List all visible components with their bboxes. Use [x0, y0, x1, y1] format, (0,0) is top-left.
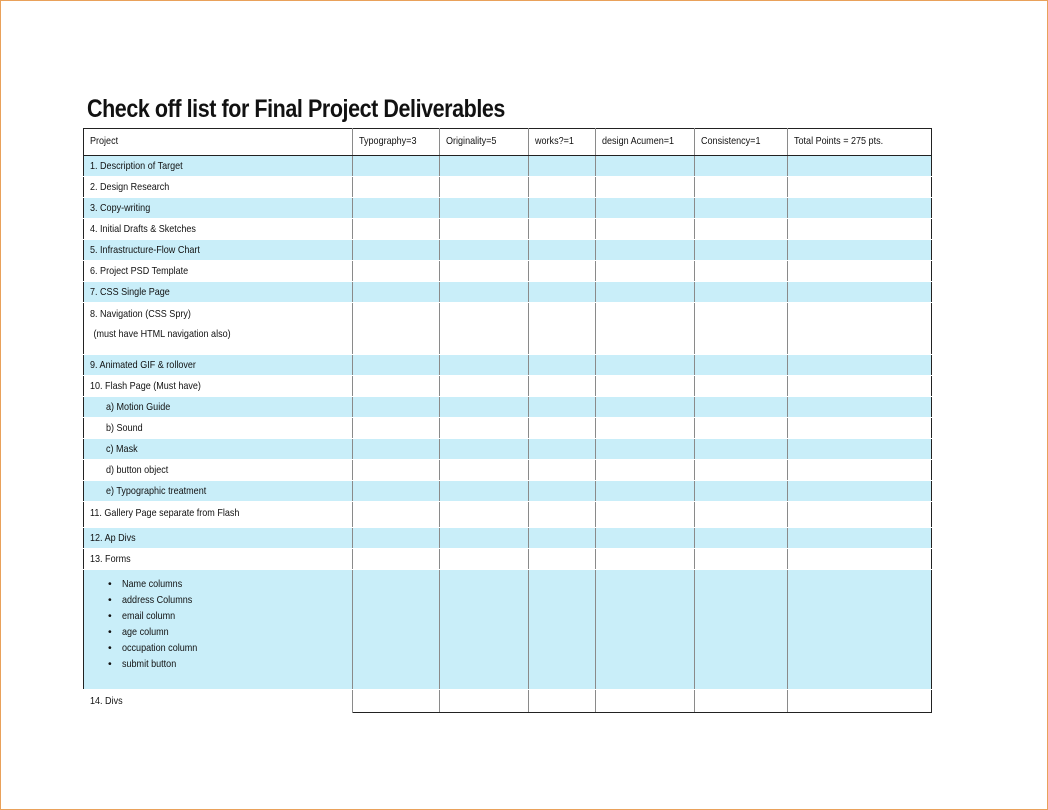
score-cell: [353, 570, 440, 690]
table-row: [84, 418, 932, 439]
score-cell: [695, 282, 788, 303]
score-cell: [440, 549, 529, 570]
list-item: • address Columns: [108, 592, 346, 608]
col-header-typography: Typography=3: [353, 129, 440, 156]
score-cell: [529, 418, 596, 439]
row-label: 2. Design Research: [84, 177, 353, 198]
score-cell: [788, 460, 932, 481]
table-row: [84, 439, 932, 460]
score-cell: [596, 460, 695, 481]
score-cell: [529, 570, 596, 690]
score-cell: [695, 460, 788, 481]
table-row: [84, 198, 932, 219]
score-cell: [695, 240, 788, 261]
score-cell: [353, 690, 440, 713]
score-cell: [440, 376, 529, 397]
score-cell: [529, 282, 596, 303]
score-cell: [529, 355, 596, 376]
table-row: [84, 177, 932, 198]
table-row: [84, 481, 932, 502]
score-cell: [353, 439, 440, 460]
score-cell: [529, 690, 596, 713]
score-cell: [695, 481, 788, 502]
score-cell: [353, 528, 440, 549]
row-label: [84, 570, 353, 690]
score-cell: [529, 156, 596, 177]
score-cell: [529, 261, 596, 282]
score-cell: [695, 198, 788, 219]
row-label: 1. Description of Target: [84, 156, 353, 177]
row-label: b) Sound: [84, 418, 353, 439]
score-cell: [529, 177, 596, 198]
score-cell: [440, 418, 529, 439]
score-cell: [440, 219, 529, 240]
score-cell: [353, 219, 440, 240]
score-cell: [440, 156, 529, 177]
score-cell: [695, 502, 788, 528]
score-cell: [353, 355, 440, 376]
score-cell: [440, 439, 529, 460]
score-cell: [440, 282, 529, 303]
col-header-consistency: Consistency=1: [695, 129, 788, 156]
score-cell: [596, 397, 695, 418]
score-cell: [529, 549, 596, 570]
table-row: [84, 303, 932, 355]
score-cell: [788, 219, 932, 240]
list-item: • Name columns: [108, 576, 346, 592]
score-cell: [596, 240, 695, 261]
table-row: [84, 528, 932, 549]
score-cell: [788, 355, 932, 376]
score-cell: [529, 198, 596, 219]
score-cell: [529, 528, 596, 549]
list-item: • email column: [108, 608, 346, 624]
score-cell: [695, 570, 788, 690]
score-cell: [695, 303, 788, 355]
score-cell: [596, 418, 695, 439]
table-row: [84, 570, 932, 690]
score-cell: [529, 397, 596, 418]
score-cell: [695, 177, 788, 198]
score-cell: [440, 460, 529, 481]
row-label: e) Typographic treatment: [84, 481, 353, 502]
score-cell: [440, 397, 529, 418]
table-row: [84, 376, 932, 397]
score-cell: [529, 240, 596, 261]
table-row: [84, 397, 932, 418]
score-cell: [695, 528, 788, 549]
score-cell: [695, 376, 788, 397]
table-row: [84, 282, 932, 303]
score-cell: [596, 355, 695, 376]
score-cell: [788, 570, 932, 690]
score-cell: [695, 397, 788, 418]
score-cell: [529, 439, 596, 460]
score-cell: [596, 282, 695, 303]
row-label: 5. Infrastructure-Flow Chart: [84, 240, 353, 261]
list-item: • submit button: [108, 656, 346, 672]
score-cell: [440, 502, 529, 528]
score-cell: [788, 528, 932, 549]
table-row: [84, 240, 932, 261]
score-cell: [440, 355, 529, 376]
score-cell: [440, 240, 529, 261]
score-cell: [788, 502, 932, 528]
score-cell: [788, 177, 932, 198]
score-cell: [788, 303, 932, 355]
score-cell: [440, 481, 529, 502]
score-cell: [596, 439, 695, 460]
score-cell: [695, 690, 788, 713]
score-cell: [353, 481, 440, 502]
score-cell: [788, 690, 932, 713]
score-cell: [596, 177, 695, 198]
score-cell: [353, 460, 440, 481]
score-cell: [695, 261, 788, 282]
score-cell: [440, 303, 529, 355]
score-cell: [353, 376, 440, 397]
row-label: 13. Forms: [84, 549, 353, 570]
score-cell: [788, 261, 932, 282]
score-cell: [596, 156, 695, 177]
score-cell: [596, 261, 695, 282]
score-cell: [695, 355, 788, 376]
score-cell: [353, 418, 440, 439]
score-cell: [788, 240, 932, 261]
score-cell: [440, 198, 529, 219]
score-cell: [440, 261, 529, 282]
score-cell: [596, 690, 695, 713]
score-cell: [353, 156, 440, 177]
score-cell: [596, 481, 695, 502]
score-cell: [788, 156, 932, 177]
row-label: 14. Divs: [84, 690, 353, 713]
score-cell: [353, 549, 440, 570]
col-header-works: works?=1: [529, 129, 596, 156]
score-cell: [353, 303, 440, 355]
row-label: 8. Navigation (CSS Spry) (must have HTML navigation also): [84, 303, 353, 355]
row-label: 9. Animated GIF & rollover: [84, 355, 353, 376]
score-cell: [353, 177, 440, 198]
score-cell: [353, 261, 440, 282]
score-cell: [529, 502, 596, 528]
table-row: [84, 502, 932, 528]
row-label: 4. Initial Drafts & Sketches: [84, 219, 353, 240]
score-cell: [596, 570, 695, 690]
score-cell: [353, 198, 440, 219]
row-label: 3. Copy-writing: [84, 198, 353, 219]
table-row: [84, 549, 932, 570]
row-label: d) button object: [84, 460, 353, 481]
score-cell: [788, 282, 932, 303]
table-row: [84, 219, 932, 240]
score-cell: [353, 502, 440, 528]
score-cell: [788, 549, 932, 570]
col-header-design-acumen: design Acumen=1: [596, 129, 695, 156]
score-cell: [440, 177, 529, 198]
row-label: 12. Ap Divs: [84, 528, 353, 549]
score-cell: [529, 219, 596, 240]
score-cell: [596, 502, 695, 528]
score-cell: [353, 397, 440, 418]
score-cell: [695, 156, 788, 177]
row-label: c) Mask: [84, 439, 353, 460]
deliverables-table: [83, 128, 932, 713]
score-cell: [529, 460, 596, 481]
row-label: a) Motion Guide: [84, 397, 353, 418]
score-cell: [788, 397, 932, 418]
col-header-total-points: Total Points = 275 pts.: [788, 129, 932, 156]
table-row: [84, 156, 932, 177]
score-cell: [788, 481, 932, 502]
col-header-originality: Originality=5: [440, 129, 529, 156]
table-row: [84, 460, 932, 481]
score-cell: [695, 439, 788, 460]
list-item: • occupation column: [108, 640, 346, 656]
row-label: 10. Flash Page (Must have): [84, 376, 353, 397]
score-cell: [596, 376, 695, 397]
score-cell: [529, 303, 596, 355]
header-row: [84, 129, 932, 156]
score-cell: [596, 549, 695, 570]
col-header-project: Project: [84, 129, 353, 156]
score-cell: [440, 528, 529, 549]
row-label: 11. Gallery Page separate from Flash: [84, 502, 353, 528]
score-cell: [596, 198, 695, 219]
list-item: • age column: [108, 624, 346, 640]
score-cell: [788, 198, 932, 219]
row-label: 7. CSS Single Page: [84, 282, 353, 303]
score-cell: [596, 528, 695, 549]
row-label: 6. Project PSD Template: [84, 261, 353, 282]
document-title: Check off list for Final Project Deliverables: [87, 95, 505, 123]
score-cell: [788, 439, 932, 460]
score-cell: [440, 570, 529, 690]
score-cell: [529, 481, 596, 502]
score-cell: [695, 549, 788, 570]
score-cell: [695, 418, 788, 439]
score-cell: [440, 690, 529, 713]
table-row: [84, 355, 932, 376]
score-cell: [353, 282, 440, 303]
score-cell: [529, 376, 596, 397]
score-cell: [353, 240, 440, 261]
score-cell: [596, 219, 695, 240]
forms-bullet-list: [90, 576, 346, 672]
score-cell: [596, 303, 695, 355]
table-row: [84, 261, 932, 282]
score-cell: [788, 418, 932, 439]
score-cell: [695, 219, 788, 240]
score-cell: [788, 376, 932, 397]
table-row: [84, 690, 932, 713]
